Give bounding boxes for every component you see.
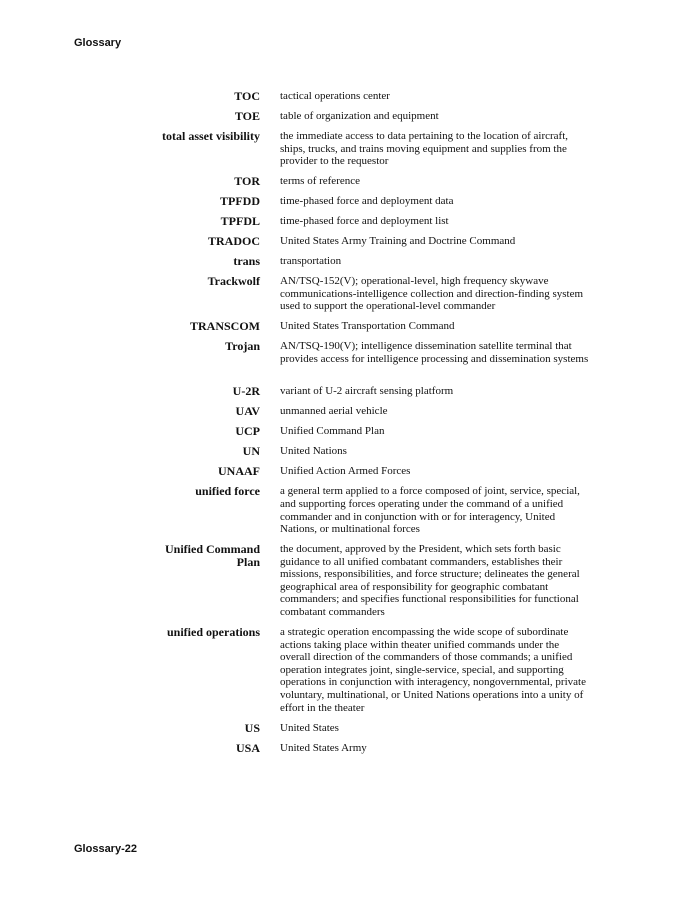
- glossary-entry: [140, 405, 590, 418]
- glossary-term: TOE: [234, 108, 260, 123]
- glossary-entry: [140, 90, 590, 103]
- glossary-term: TPFDD: [220, 194, 260, 209]
- glossary-term: total asset visibility: [162, 128, 260, 143]
- glossary-term: TOR: [234, 174, 260, 189]
- glossary-term: UN: [242, 444, 260, 459]
- glossary-definition: AN/TSQ-152(V); operational-level, high frequency skywave communications-intelligence collection and direction-finding system used to support the operational-level commander: [280, 275, 584, 313]
- glossary-definition: table of organization and equipment: [280, 109, 439, 122]
- glossary-definition: transportation: [280, 255, 342, 268]
- glossary-definition: the document, approved by the President, which sets forth basic guidance to all unified combatant commanders, establishes their missions, responsibilities, and force structure; delineates the general geographical area of responsibility for geographic combatant commanders; and specifies functional responsibilities for functional combatant commanders: [280, 543, 580, 619]
- glossary-definition: AN/TSQ-190(V); intelligence dissemination satellite terminal that provides access for intelligence processing and dissemination systems: [280, 340, 589, 365]
- glossary-entry: [140, 340, 590, 365]
- glossary-definition: a general term applied to a force composed of joint, service, special, and supporting forces operating under the command of a unified commander and in conjunction with or for interagency, United Nations, or multinational forces: [280, 485, 580, 536]
- glossary-definition: United Nations: [280, 445, 347, 458]
- glossary-entry: [140, 320, 590, 333]
- glossary-definition: United States Army: [280, 741, 367, 754]
- glossary-entry: [140, 275, 590, 313]
- glossary-term: unified force: [195, 484, 260, 499]
- glossary-term: Trojan: [225, 339, 260, 354]
- page-header: Glossary: [74, 37, 122, 49]
- page-footer: Glossary-22: [74, 843, 137, 855]
- glossary-definition: the immediate access to data pertaining to the location of aircraft, ships, trucks, and trains moving equipment and supplies from the provider to the requestor: [280, 129, 569, 168]
- glossary-entry: [140, 215, 590, 228]
- glossary-definition: terms of reference: [280, 175, 361, 188]
- glossary-entry: [140, 110, 590, 123]
- glossary-term: U-2R: [232, 384, 260, 399]
- glossary-entry: [140, 742, 590, 755]
- glossary-entry: [140, 385, 590, 398]
- glossary-definition: variant of U-2 aircraft sensing platform: [280, 385, 454, 398]
- glossary-term: TRADOC: [207, 234, 260, 249]
- glossary-definition: United States Army Training and Doctrine Command: [280, 235, 516, 248]
- glossary-definition: Unified Command Plan: [280, 425, 385, 438]
- glossary-entry: [140, 255, 590, 268]
- glossary-entry: [140, 626, 590, 714]
- glossary-term: TRANSCOM: [189, 319, 260, 334]
- glossary-definition: time-phased force and deployment data: [280, 195, 454, 208]
- glossary-definition: a strategic operation encompassing the wide scope of subordinate actions taking place within theater unified commands under the overall direction of the commanders of those commands; a unified operation integrates joint, single-service, special, and supporting operations in conjunction with interagency, nongovernmental, private voluntary, multinational, or United Nations operations into a unity of effort in the theater: [280, 626, 586, 714]
- glossary-term: US: [244, 720, 260, 735]
- glossary-entry: [140, 722, 590, 735]
- glossary-term: trans: [233, 254, 260, 269]
- glossary-definition: United States: [280, 721, 339, 734]
- glossary-definition: United States Transportation Command: [280, 320, 455, 333]
- glossary-entry: [140, 543, 590, 619]
- glossary-definition: time-phased force and deployment list: [280, 215, 449, 228]
- glossary-term: UAV: [235, 404, 260, 419]
- glossary-definition: tactical operations center: [280, 90, 390, 102]
- glossary-term: Trackwolf: [207, 274, 260, 289]
- glossary-entry: [140, 235, 590, 248]
- glossary-entry: [140, 485, 590, 535]
- glossary-entry: [140, 195, 590, 208]
- glossary-list: [140, 90, 590, 762]
- glossary-entry: [140, 465, 590, 478]
- glossary-term: TPFDL: [220, 214, 260, 229]
- glossary-entry: [140, 175, 590, 188]
- glossary-entry: [140, 130, 590, 168]
- glossary-entry: [140, 425, 590, 438]
- glossary-term: USA: [235, 740, 260, 755]
- glossary-term: Unified Command Plan: [164, 542, 260, 569]
- glossary-entry: [140, 445, 590, 458]
- glossary-definition: Unified Action Armed Forces: [280, 465, 411, 478]
- glossary-term: UNAAF: [218, 464, 260, 479]
- glossary-term: TOC: [234, 89, 260, 103]
- glossary-term: UCP: [235, 424, 260, 439]
- glossary-definition: unmanned aerial vehicle: [280, 405, 388, 418]
- glossary-term: unified operations: [166, 625, 260, 640]
